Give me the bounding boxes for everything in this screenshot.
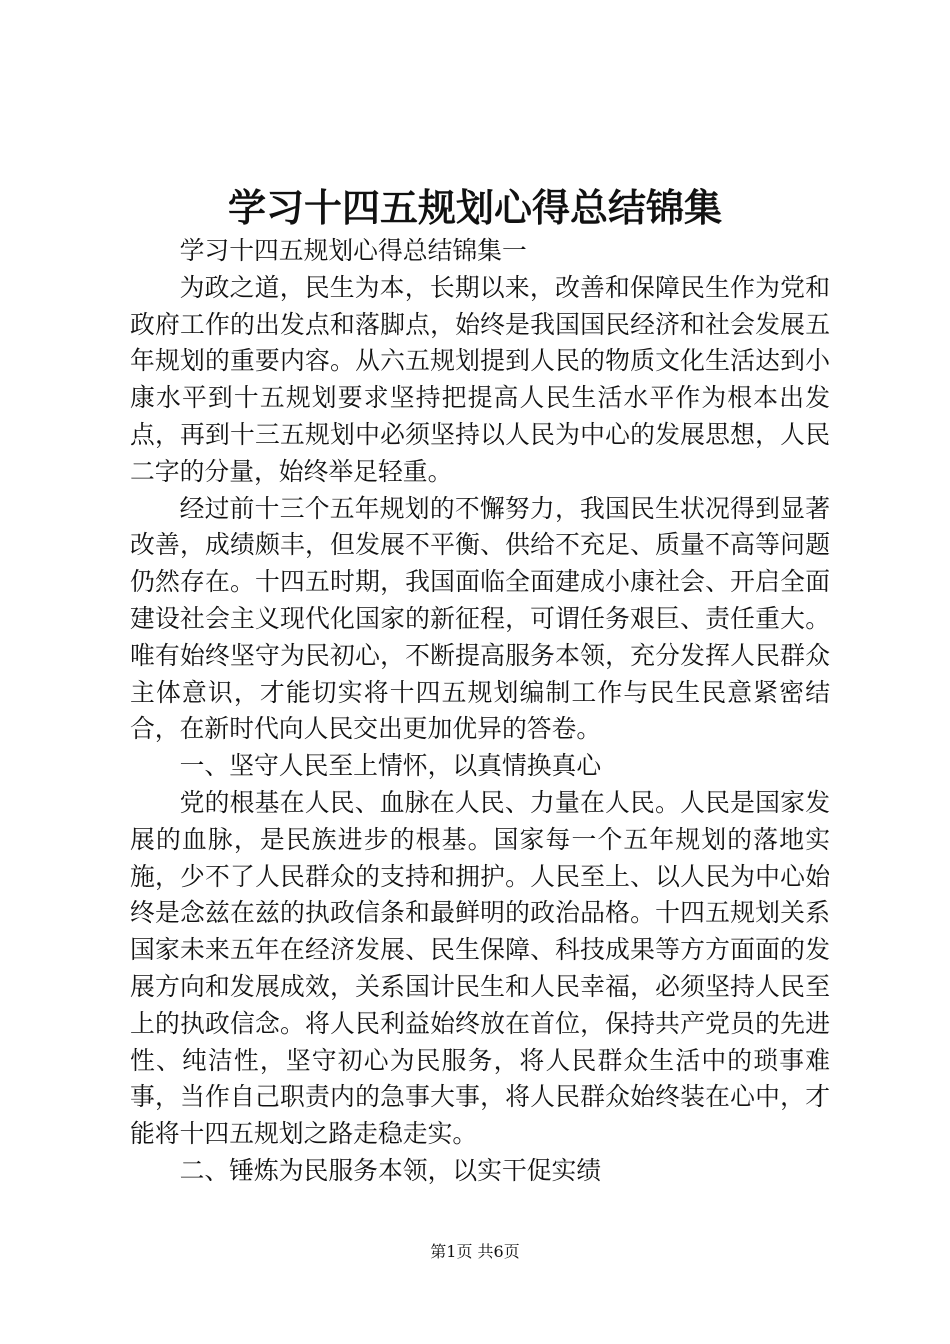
page-footer: 第1页 共6页 bbox=[430, 1242, 520, 1261]
paragraph: 经过前十三个五年规划的不懈努力，我国民生状况得到显著改善，成绩颇丰，但发展不平衡、供给不充足、质量不高等问题仍然存在。十四五时期，我国面临全面建成小康社会、开启全面建设社会主义现代化国家的新征程，可谓任务艰巨、责任重大。唯有始终坚守为民初心，不断提高服务本领，充分发挥人民群众主体意识，才能切实将十四五规划编制工作与民生民意紧密结合，在新时代向人民交出更加优异的答卷。 bbox=[130, 493, 830, 744]
paragraph: 党的根基在人民、血脉在人民、力量在人民。人民是国家发展的血脉，是民族进步的根基。国家每一个五年规划的落地实施，少不了人民群众的支持和拥护。人民至上、以人民为中心始终是念兹在兹的执政信条和最鲜明的政治品格。十四五规划关系国家未来五年在经济发展、民生保障、科技成果等方方面面的发展方向和发展成效，关系国计民生和人民幸福，必须坚持人民至上的执政信念。将人民利益始终放在首位，保持共产党员的先进性、纯洁性，坚守初心为民服务，将人民群众生活中的琐事难事，当作自己职责内的急事大事，将人民群众始终装在心中，才能将十四五规划之路走稳走实。 bbox=[130, 787, 830, 1149]
section-heading: 一、坚守人民至上情怀，以真情换真心 bbox=[179, 751, 602, 781]
document-body bbox=[130, 233, 830, 1185]
section-heading: 学习十四五规划心得总结锦集一 bbox=[179, 236, 527, 265]
section-heading: 二、锤炼为民服务本领，以实干促实绩 bbox=[179, 1155, 602, 1185]
paragraph: 为政之道，民生为本，长期以来，改善和保障民生作为党和政府工作的出发点和落脚点，始终是我国国民经济和社会发展五年规划的重要内容。从六五规划提到人民的物质文化生活达到小康水平到十五规划要求坚持把提高人民生活水平作为根本出发点，再到十三五规划中必须坚持以人民为中心的发展思想，人民二字的分量，始终举足轻重。 bbox=[130, 272, 830, 486]
document-title: 学习十四五规划心得总结锦集 bbox=[227, 185, 722, 230]
